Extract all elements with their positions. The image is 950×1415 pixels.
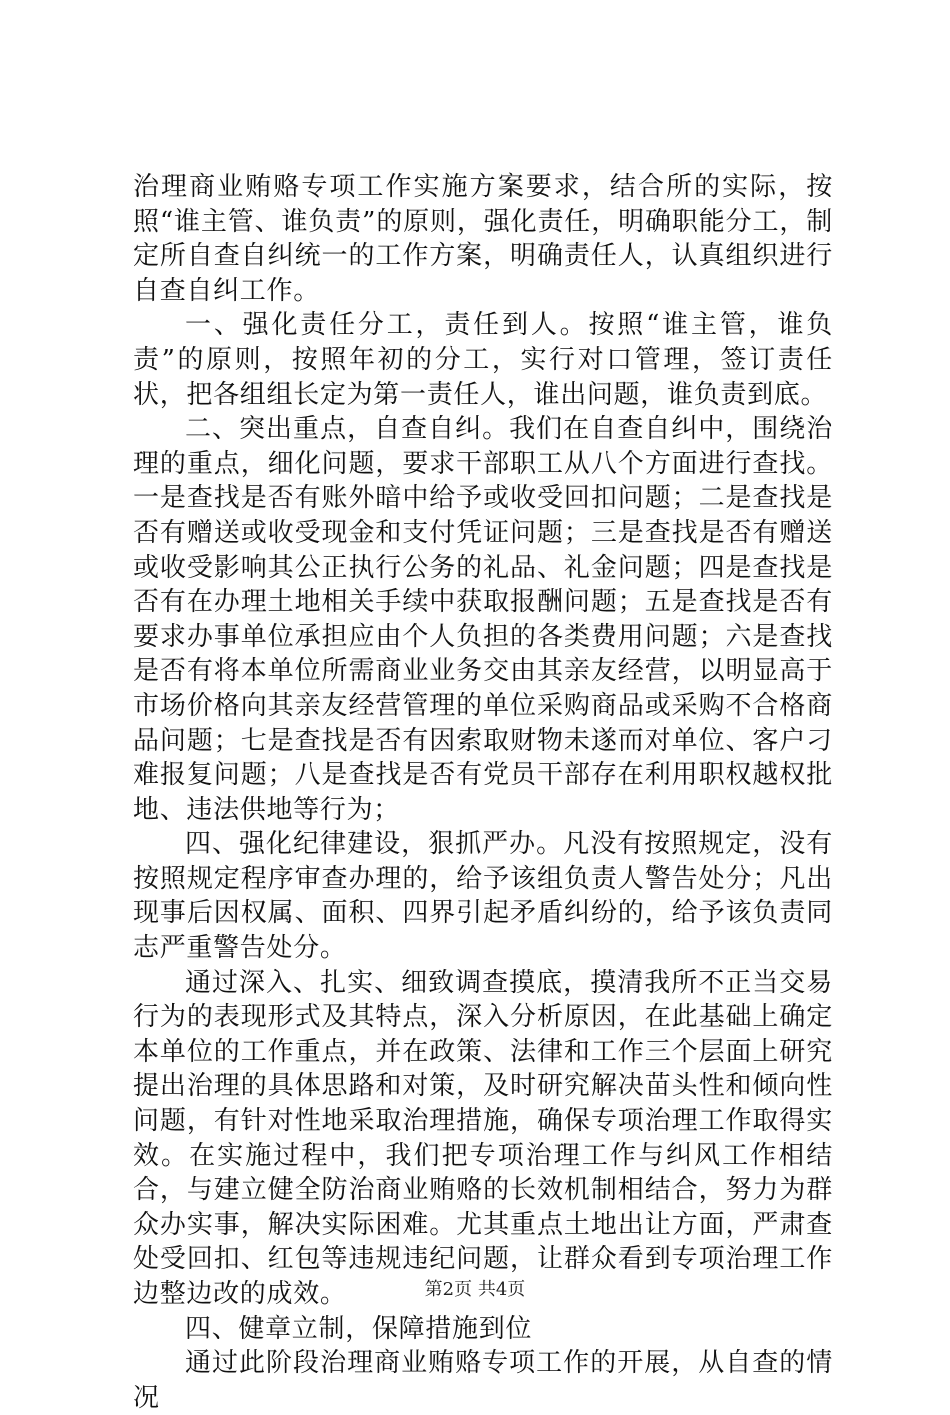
- document-body: [133, 170, 833, 1415]
- paragraph-intro: 治理商业贿赂专项工作实施方案要求，结合所的实际，按照“谁主管、谁负责”的原则，强化责任，明确职能分工，制定所自查自纠统一的工作方案，明确责任人，认真组织进行自查自纠工作。: [133, 172, 833, 306]
- page-footer: 第2页 共4页: [424, 1279, 526, 1300]
- paragraph-section-4-heading: 四、健章立制，保障措施到位: [185, 1313, 533, 1344]
- paragraph-section-2: 二、突出重点，自查自纠。我们在自查自纠中，围绕治理的重点，细化问题，要求干部职工从八个方面进行查找。一是查找是否有账外暗中给予或收受回扣问题；二是查找是否有赠送或收受现金和支付凭证问题；三是查找是否有赠送或收受影响其公正执行公务的礼品、礼金问题；四是查找是否有在办理土地相关手续中获取报酬问题；五是查找是否有要求办事单位承担应由个人负担的各类费用问题；六是查找是否有将本单位所需商业业务交由其亲友经营，以明显高于市场价格向其亲友经营管理的单位采购商品或采购不合格商品问题；七是查找是否有因索取财物未遂而对单位、客户刁难报复问题；八是查找是否有党员干部存在利用职权越权批地、违法供地等行为；: [133, 414, 833, 825]
- paragraph-closing: 通过此阶段治理商业贿赂专项工作的开展，从自查的情况: [133, 1348, 833, 1413]
- paragraph-section-1: 一、强化责任分工，责任到人。按照“谁主管，谁负责”的原则，按照年初的分工，实行对口管理，签订责任状，把各组组长定为第一责任人，谁出问题，谁负责到底。: [133, 310, 833, 410]
- paragraph-investigation: 通过深入、扎实、细致调查摸底，摸清我所不正当交易行为的表现形式及其特点，深入分析原因，在此基础上确定本单位的工作重点，并在政策、法律和工作三个层面上研究提出治理的具体思路和对策，及时研究解决苗头性和倾向性问题，有针对性地采取治理措施，确保专项治理工作取得实效。在实施过程中，我们把专项治理工作与纠风工作相结合，与建立健全防治商业贿赂的长效机制相结合，努力为群众办实事，解决实际困难。尤其重点土地出让方面，严肃查处受回扣、红包等违规违纪问题，让群众看到专项治理工作边整边改的成效。: [133, 967, 833, 1309]
- paragraph-section-4-discipline: 四、强化纪律建设，狠抓严办。凡没有按照规定，没有按照规定程序审查办理的，给予该组负责人警告处分；凡出现事后因权属、面积、四界引起矛盾纠纷的，给予该负责同志严重警告处分。: [133, 829, 833, 964]
